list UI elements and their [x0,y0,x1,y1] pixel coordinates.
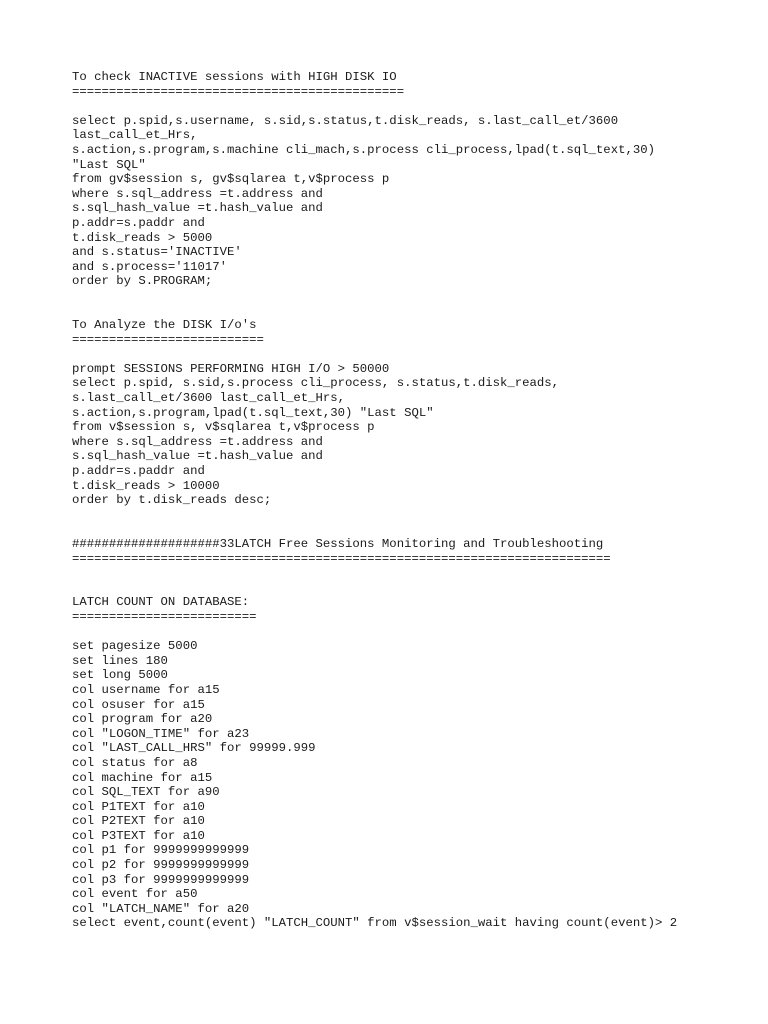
code-line: select event,count(event) "LATCH_COUNT" from v$session_wait having count(event)> 2 [72,916,678,931]
code-line: col program for a20 [72,712,213,727]
section-heading: To check INACTIVE sessions with HIGH DISK IO [72,70,397,84]
section-heading: ####################33LATCH Free Sessions Monitoring and Troubleshooting [72,537,604,551]
code-line: col p2 for 9999999999999 [72,858,250,873]
document-page [72,70,752,931]
code-line: s.sql_hash_value =t.hash_value and [72,449,323,464]
code-line: col status for a8 [72,755,198,770]
code-line: col p3 for 9999999999999 [72,872,250,887]
code-line: from gv$session s, gv$sqlarea t,v$process p [72,172,390,187]
section-heading: LATCH COUNT ON DATABASE: [72,595,250,610]
code-line: set long 5000 [72,668,168,683]
code-line: col machine for a15 [72,770,213,785]
sql-query-block [72,114,752,289]
section-heading: To Analyze the DISK I/o's [72,318,257,333]
code-line: col event for a50 [72,887,198,902]
heading-underline: ========================== [72,332,264,347]
code-line: select p.spid,s.username, s.sid,s.status,t.disk_reads, s.last_call_et/3600 [72,113,619,128]
code-line: col P3TEXT for a10 [72,828,205,843]
code-line: p.addr=s.paddr and [72,464,205,479]
code-line: "Last SQL" [72,157,146,172]
code-line: select p.spid, s.sid,s.process cli_process, s.status,t.disk_reads, [72,376,560,391]
code-line: prompt SESSIONS PERFORMING HIGH I/O > 50000 [72,361,390,376]
code-line: col p1 for 9999999999999 [72,843,250,858]
heading-underline: ========================= [72,609,257,624]
code-line: order by t.disk_reads desc; [72,493,272,508]
code-line: t.disk_reads > 5000 [72,230,213,245]
code-line: set pagesize 5000 [72,639,198,654]
code-line: col "LOGON_TIME" for a23 [72,726,250,741]
code-line: s.action,s.program,s.machine cli_mach,s.process cli_process,lpad(t.sql_text,30) [72,142,655,157]
code-line: from v$session s, v$sqlarea t,v$process p [72,420,375,435]
code-line: col "LATCH_NAME" for a20 [72,901,250,916]
code-line: where s.sql_address =t.address and [72,186,323,201]
code-line: col P2TEXT for a10 [72,814,205,829]
code-line: col "LAST_CALL_HRS" for 99999.999 [72,741,316,756]
code-line: set lines 180 [72,653,168,668]
code-line: col username for a15 [72,682,220,697]
code-line: s.action,s.program,lpad(t.sql_text,30) "Last SQL" [72,405,434,420]
sql-script-block [72,639,752,931]
code-line: t.disk_reads > 10000 [72,478,220,493]
code-line: col SQL_TEXT for a90 [72,785,220,800]
heading-underline: ============================================= [72,84,405,99]
code-line: s.last_call_et/3600 last_call_et_Hrs, [72,391,346,406]
code-line: col P1TEXT for a10 [72,799,205,814]
code-line: col osuser for a15 [72,697,205,712]
code-line: and s.status='INACTIVE' [72,245,242,260]
heading-underline: ========================================================================= [72,551,611,566]
sql-query-block [72,362,752,508]
code-line: where s.sql_address =t.address and [72,434,323,449]
code-line: s.sql_hash_value =t.hash_value and [72,201,323,216]
code-line: last_call_et_Hrs, [72,128,198,143]
code-line: p.addr=s.paddr and [72,215,205,230]
code-line: and s.process='11017' [72,259,227,274]
code-line: order by S.PROGRAM; [72,274,213,289]
